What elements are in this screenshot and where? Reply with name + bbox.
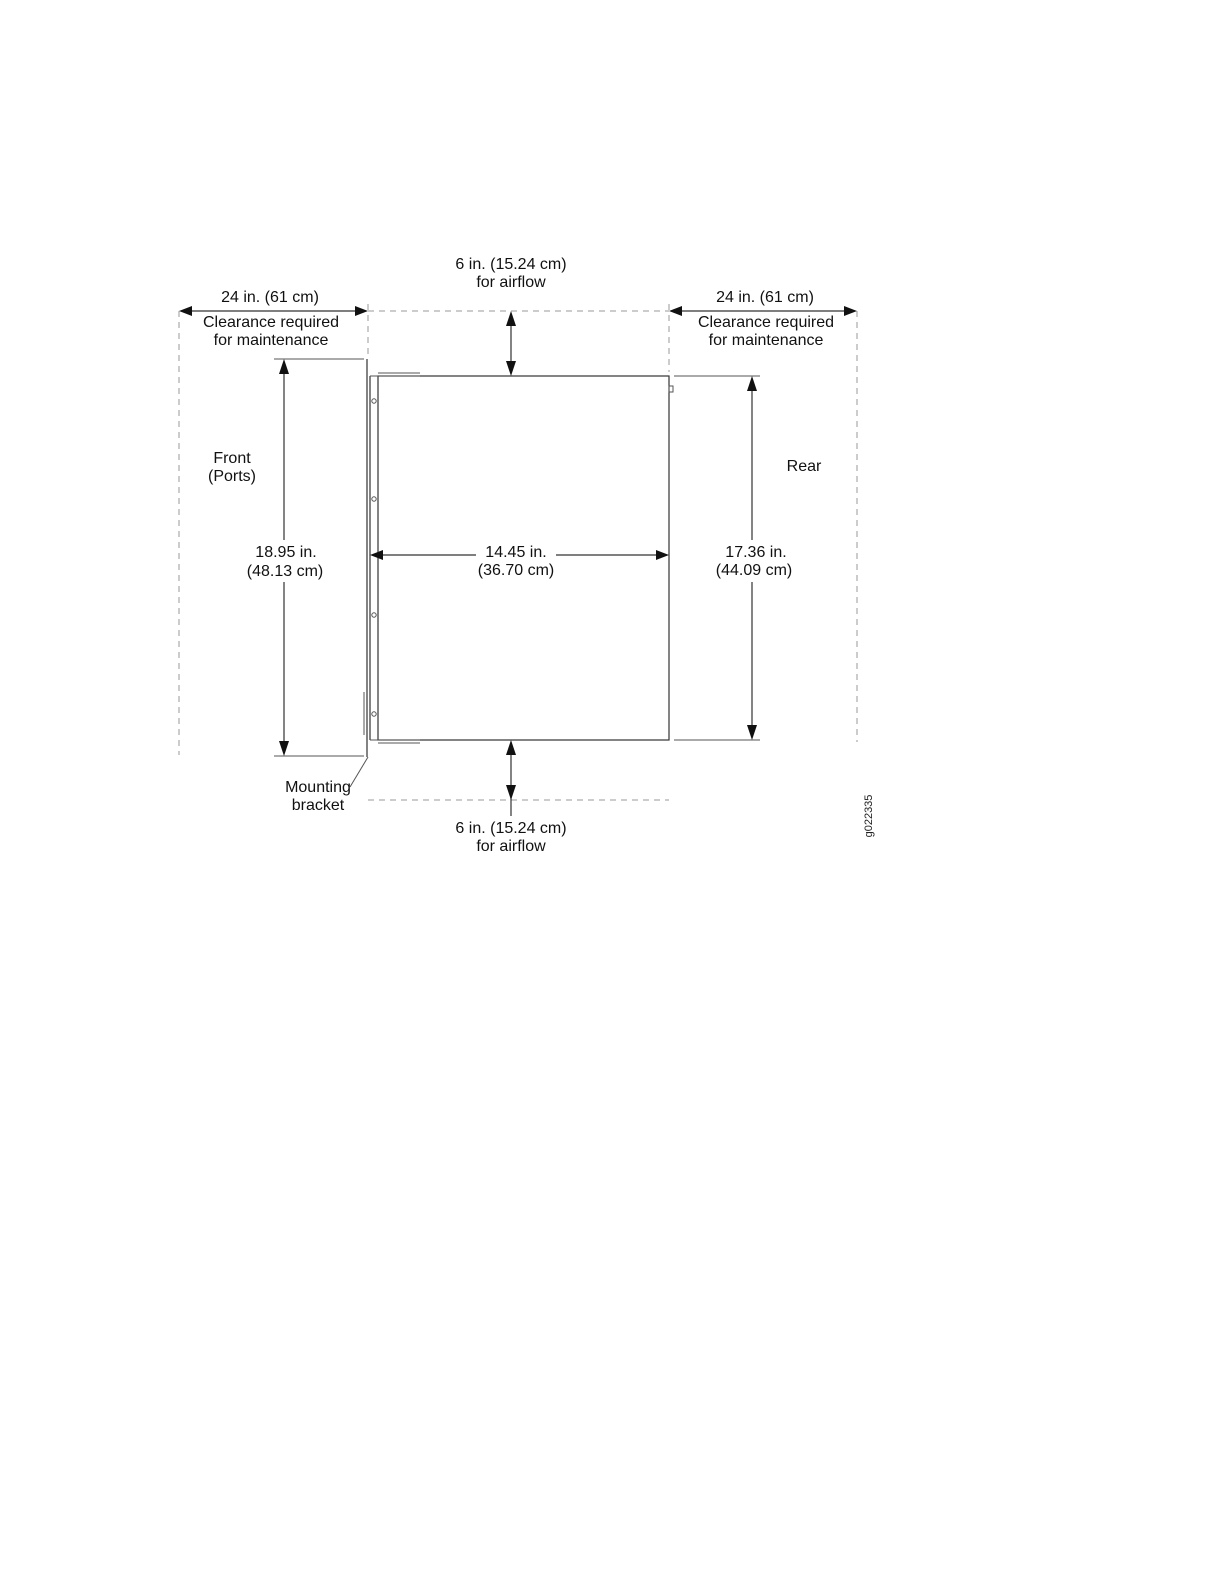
- top-airflow-dimension: [506, 311, 516, 376]
- mounting-bracket: [350, 359, 368, 787]
- chassis-height-arrowhead-up: [747, 376, 757, 391]
- right-clearance-label-2: for maintenance: [708, 332, 824, 349]
- width-label-2: (36.70 cm): [477, 562, 555, 579]
- front-label-1: Front: [213, 450, 251, 467]
- screw-3: [372, 613, 376, 617]
- bottom-airflow-arrowhead-down: [506, 785, 516, 800]
- top-airflow-arrowhead-down: [506, 361, 516, 376]
- right-clearance-label-1: Clearance required: [697, 314, 835, 331]
- figure-id: g022335: [863, 794, 875, 838]
- front-label-2: (Ports): [208, 468, 256, 485]
- left-clearance-arrowhead-left: [179, 306, 192, 316]
- chassis-height-label-1: 17.36 in.: [725, 544, 787, 561]
- top-airflow-arrowhead-up: [506, 311, 516, 326]
- bottom-airflow-label-2: for airflow: [476, 838, 546, 855]
- bracket-height-arrowhead-down: [279, 741, 289, 756]
- bottom-airflow-label-1: 6 in. (15.24 cm): [455, 820, 567, 837]
- right-clearance-arrowhead-right: [844, 306, 857, 316]
- width-label-1: 14.45 in.: [485, 544, 547, 561]
- mounting-bracket-label-1: Mounting: [285, 779, 351, 796]
- screw-4: [372, 712, 376, 716]
- mounting-bracket-label-2: bracket: [291, 797, 345, 814]
- bottom-airflow-arrowhead-up: [506, 740, 516, 755]
- chassis-height-arrowhead-down: [747, 725, 757, 740]
- screw-1: [372, 399, 376, 403]
- screw-2: [372, 497, 376, 501]
- left-clearance-dim-label: 24 in. (61 cm): [221, 289, 319, 306]
- left-clearance-arrowhead-right: [355, 306, 368, 316]
- rear-label: Rear: [786, 458, 822, 475]
- bottom-airflow-dimension: [506, 740, 516, 816]
- top-airflow-label-1: 6 in. (15.24 cm): [455, 256, 567, 273]
- width-arrowhead-left: [370, 550, 383, 560]
- bracket-leader: [350, 757, 368, 787]
- left-clearance-label-2: for maintenance: [213, 332, 329, 349]
- chassis-height-label-2: (44.09 cm): [715, 562, 793, 579]
- right-clearance-arrowhead-left: [669, 306, 682, 316]
- top-airflow-label-2: for airflow: [476, 274, 546, 291]
- left-clearance-label-1: Clearance required: [202, 314, 340, 331]
- bracket-height-label-2: (48.13 cm): [246, 563, 324, 580]
- bracket-height-arrowhead-up: [279, 359, 289, 374]
- bracket-height-label-1: 18.95 in.: [255, 544, 317, 561]
- width-arrowhead-right: [656, 550, 669, 560]
- right-clearance-dim-label: 24 in. (61 cm): [716, 289, 814, 306]
